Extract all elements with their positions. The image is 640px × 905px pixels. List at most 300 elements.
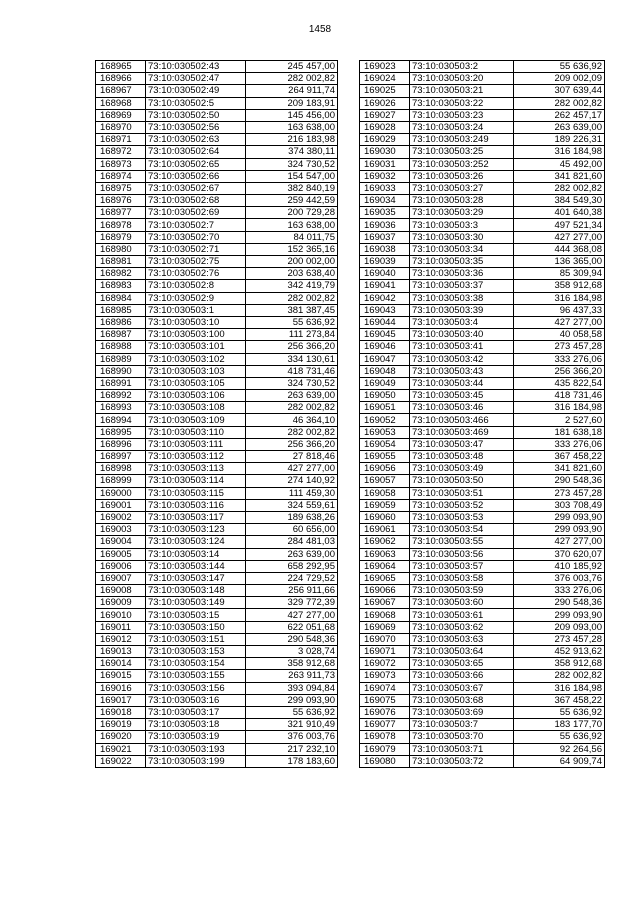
- cadastral-number-cell: 73:10:030503:26: [410, 170, 514, 182]
- record-number-cell: 169013: [96, 646, 146, 658]
- record-number-cell: 168966: [96, 73, 146, 85]
- table-row: [360, 719, 605, 731]
- cadastral-value-cell: 658 292,95: [246, 560, 338, 572]
- cadastral-value-cell: 262 457,17: [514, 109, 605, 121]
- table-row: [360, 402, 605, 414]
- record-number-cell: 169010: [96, 609, 146, 621]
- cadastral-value-cell: 358 912,68: [246, 658, 338, 670]
- table-row: [96, 195, 338, 207]
- cadastral-number-cell: 73:10:030503:36: [410, 268, 514, 280]
- cadastral-value-cell: 367 458,22: [514, 451, 605, 463]
- table-row: [360, 658, 605, 670]
- record-number-cell: 168989: [96, 353, 146, 365]
- cadastral-value-cell: 341 821,60: [514, 170, 605, 182]
- table-row: [96, 73, 338, 85]
- cadastral-number-cell: 73:10:030502:76: [146, 268, 246, 280]
- cadastral-value-cell: 324 730,52: [246, 377, 338, 389]
- record-number-cell: 169067: [360, 597, 410, 609]
- table-row: [360, 121, 605, 133]
- record-number-cell: 169079: [360, 743, 410, 755]
- record-number-cell: 169017: [96, 694, 146, 706]
- record-number-cell: 169055: [360, 451, 410, 463]
- table-row: [360, 597, 605, 609]
- record-number-cell: 169047: [360, 353, 410, 365]
- record-number-cell: 169064: [360, 560, 410, 572]
- table-row: [96, 207, 338, 219]
- cadastral-number-cell: 73:10:030503:67: [410, 682, 514, 694]
- cadastral-value-cell: 290 548,36: [514, 475, 605, 487]
- cadastral-value-cell: 290 548,36: [246, 633, 338, 645]
- cadastral-value-cell: 282 002,82: [246, 426, 338, 438]
- cadastral-value-cell: 316 184,98: [514, 402, 605, 414]
- record-number-cell: 168971: [96, 134, 146, 146]
- record-number-cell: 169028: [360, 121, 410, 133]
- record-number-cell: 169007: [96, 572, 146, 584]
- record-number-cell: 169040: [360, 268, 410, 280]
- record-number-cell: 169078: [360, 731, 410, 743]
- table-row: [96, 475, 338, 487]
- table-row: [96, 694, 338, 706]
- cadastral-value-cell: 55 636,92: [514, 61, 605, 73]
- record-number-cell: 169062: [360, 536, 410, 548]
- record-number-cell: 169058: [360, 487, 410, 499]
- record-number-cell: 168974: [96, 170, 146, 182]
- table-row: [96, 426, 338, 438]
- table-row: [360, 219, 605, 231]
- cadastral-number-cell: 73:10:030503:50: [410, 475, 514, 487]
- record-number-cell: 168984: [96, 292, 146, 304]
- table-row: [360, 109, 605, 121]
- cadastral-value-cell: 217 232,10: [246, 743, 338, 755]
- cadastral-number-cell: 73:10:030503:15: [146, 609, 246, 621]
- table-row: [96, 585, 338, 597]
- table-row: [360, 390, 605, 402]
- table-row: [96, 390, 338, 402]
- cadastral-number-cell: 73:10:030503:100: [146, 329, 246, 341]
- cadastral-number-cell: 73:10:030503:151: [146, 633, 246, 645]
- table-row: [96, 621, 338, 633]
- cadastral-value-cell: 382 840,19: [246, 182, 338, 194]
- cadastral-value-cell: 2 527,60: [514, 414, 605, 426]
- table-row: [360, 621, 605, 633]
- cadastral-number-cell: 73:10:030503:144: [146, 560, 246, 572]
- table-row: [360, 511, 605, 523]
- cadastral-number-cell: 73:10:030503:40: [410, 329, 514, 341]
- record-number-cell: 169015: [96, 670, 146, 682]
- table-row: [96, 463, 338, 475]
- table-row: [360, 463, 605, 475]
- table-row: [96, 61, 338, 73]
- cadastral-number-cell: 73:10:030503:101: [146, 341, 246, 353]
- cadastral-number-cell: 73:10:030502:65: [146, 158, 246, 170]
- table-row: [360, 633, 605, 645]
- cadastral-number-cell: 73:10:030503:115: [146, 487, 246, 499]
- table-row: [96, 731, 338, 743]
- cadastral-number-cell: 73:10:030503:70: [410, 731, 514, 743]
- table-row: [360, 304, 605, 316]
- cadastral-value-cell: 45 492,00: [514, 158, 605, 170]
- table-row: [96, 316, 338, 328]
- record-number-cell: 169003: [96, 524, 146, 536]
- cadastral-number-cell: 73:10:030503:52: [410, 499, 514, 511]
- cadastral-value-cell: 111 273,84: [246, 329, 338, 341]
- record-number-cell: 169029: [360, 134, 410, 146]
- cadastral-value-cell: 152 365,16: [246, 243, 338, 255]
- cadastral-number-cell: 73:10:030502:66: [146, 170, 246, 182]
- cadastral-value-cell: 183 177,70: [514, 719, 605, 731]
- table-row: [360, 646, 605, 658]
- record-number-cell: 169011: [96, 621, 146, 633]
- table-row: [360, 426, 605, 438]
- table-row: [96, 451, 338, 463]
- cadastral-number-cell: 73:10:030503:61: [410, 609, 514, 621]
- record-number-cell: 169071: [360, 646, 410, 658]
- table-row: [360, 536, 605, 548]
- record-number-cell: 169036: [360, 219, 410, 231]
- record-number-cell: 168968: [96, 97, 146, 109]
- cadastral-number-cell: 73:10:030503:17: [146, 706, 246, 718]
- table-row: [96, 560, 338, 572]
- table-row: [96, 438, 338, 450]
- cadastral-number-cell: 73:10:030502:50: [146, 109, 246, 121]
- record-number-cell: 169045: [360, 329, 410, 341]
- cadastral-number-cell: 73:10:030503:20: [410, 73, 514, 85]
- table-row: [360, 572, 605, 584]
- cadastral-value-cell: 273 457,28: [514, 341, 605, 353]
- cadastral-number-cell: 73:10:030503:2: [410, 61, 514, 73]
- table-row: [360, 97, 605, 109]
- cadastral-value-cell: 282 002,82: [514, 670, 605, 682]
- cadastral-value-cell: 209 093,00: [514, 621, 605, 633]
- table-row: [360, 268, 605, 280]
- record-number-cell: 169032: [360, 170, 410, 182]
- record-number-cell: 168980: [96, 243, 146, 255]
- cadastral-number-cell: 73:10:030502:69: [146, 207, 246, 219]
- cadastral-number-cell: 73:10:030503:54: [410, 524, 514, 536]
- record-number-cell: 169022: [96, 755, 146, 767]
- record-number-cell: 168998: [96, 463, 146, 475]
- cadastral-value-cell: 299 093,90: [514, 511, 605, 523]
- cadastral-number-cell: 73:10:030502:68: [146, 195, 246, 207]
- cadastral-number-cell: 73:10:030503:48: [410, 451, 514, 463]
- cadastral-value-cell: 189 638,26: [246, 511, 338, 523]
- cadastral-number-cell: 73:10:030503:66: [410, 670, 514, 682]
- cadastral-value-cell: 299 093,90: [514, 609, 605, 621]
- record-number-cell: 168987: [96, 329, 146, 341]
- cadastral-number-cell: 73:10:030503:41: [410, 341, 514, 353]
- table-row: [360, 524, 605, 536]
- cadastral-number-cell: 73:10:030503:25: [410, 146, 514, 158]
- cadastral-number-cell: 73:10:030503:51: [410, 487, 514, 499]
- record-number-cell: 169070: [360, 633, 410, 645]
- cadastral-value-cell: 273 457,28: [514, 633, 605, 645]
- table-row: [96, 109, 338, 121]
- table-row: [96, 633, 338, 645]
- cadastral-value-cell: 256 366,20: [514, 365, 605, 377]
- record-number-cell: 169014: [96, 658, 146, 670]
- cadastral-number-cell: 73:10:030503:111: [146, 438, 246, 450]
- table-row: [360, 85, 605, 97]
- record-number-cell: 169074: [360, 682, 410, 694]
- cadastral-number-cell: 73:10:030503:68: [410, 694, 514, 706]
- cadastral-value-cell: 342 419,79: [246, 280, 338, 292]
- cadastral-number-cell: 73:10:030503:14: [146, 548, 246, 560]
- cadastral-value-cell: 370 620,07: [514, 548, 605, 560]
- record-number-cell: 169041: [360, 280, 410, 292]
- table-row: [360, 292, 605, 304]
- record-number-cell: 168988: [96, 341, 146, 353]
- cadastral-number-cell: 73:10:030502:7: [146, 219, 246, 231]
- cadastral-number-cell: 73:10:030503:34: [410, 243, 514, 255]
- record-number-cell: 168979: [96, 231, 146, 243]
- cadastral-value-cell: 55 636,92: [246, 316, 338, 328]
- record-number-cell: 169051: [360, 402, 410, 414]
- table-row: [96, 182, 338, 194]
- table-row: [96, 755, 338, 767]
- cadastral-number-cell: 73:10:030502:47: [146, 73, 246, 85]
- cadastral-value-cell: 376 003,76: [514, 572, 605, 584]
- cadastral-value-cell: 282 002,82: [514, 182, 605, 194]
- cadastral-number-cell: 73:10:030503:29: [410, 207, 514, 219]
- record-number-cell: 169039: [360, 256, 410, 268]
- record-number-cell: 169009: [96, 597, 146, 609]
- table-row: [360, 499, 605, 511]
- table-row: [360, 585, 605, 597]
- cadastral-number-cell: 73:10:030503:37: [410, 280, 514, 292]
- cadastral-value-cell: 334 130,61: [246, 353, 338, 365]
- cadastral-number-cell: 73:10:030503:46: [410, 402, 514, 414]
- cadastral-number-cell: 73:10:030503:252: [410, 158, 514, 170]
- table-row: [360, 341, 605, 353]
- record-number-cell: 168999: [96, 475, 146, 487]
- cadastral-number-cell: 73:10:030503:64: [410, 646, 514, 658]
- cadastral-number-cell: 73:10:030503:4: [410, 316, 514, 328]
- record-number-cell: 169030: [360, 146, 410, 158]
- cadastral-value-cell: 209 002,09: [514, 73, 605, 85]
- table-row: [96, 646, 338, 658]
- cadastral-number-cell: 73:10:030503:23: [410, 109, 514, 121]
- cadastral-number-cell: 73:10:030503:71: [410, 743, 514, 755]
- cadastral-value-cell: 136 365,00: [514, 256, 605, 268]
- record-number-cell: 169056: [360, 463, 410, 475]
- record-number-cell: 169023: [360, 61, 410, 73]
- table-row: [96, 572, 338, 584]
- record-number-cell: 169052: [360, 414, 410, 426]
- cadastral-value-cell: 200 002,00: [246, 256, 338, 268]
- cadastral-number-cell: 73:10:030503:49: [410, 463, 514, 475]
- cadastral-number-cell: 73:10:030503:113: [146, 463, 246, 475]
- cadastral-number-cell: 73:10:030503:147: [146, 572, 246, 584]
- record-number-cell: 169043: [360, 304, 410, 316]
- cadastral-value-cell: 427 277,00: [514, 536, 605, 548]
- record-number-cell: 169059: [360, 499, 410, 511]
- record-number-cell: 168994: [96, 414, 146, 426]
- cadastral-value-cell: 333 276,06: [514, 353, 605, 365]
- cadastral-number-cell: 73:10:030502:43: [146, 61, 246, 73]
- cadastral-value-cell: 299 093,90: [514, 524, 605, 536]
- table-row: [96, 329, 338, 341]
- record-number-cell: 168982: [96, 268, 146, 280]
- record-number-cell: 169048: [360, 365, 410, 377]
- record-number-cell: 169001: [96, 499, 146, 511]
- table-row: [96, 280, 338, 292]
- table-row: [96, 719, 338, 731]
- record-number-cell: 169075: [360, 694, 410, 706]
- cadastral-value-cell: 85 309,94: [514, 268, 605, 280]
- table-row: [96, 121, 338, 133]
- cadastral-value-cell: 427 277,00: [514, 231, 605, 243]
- cadastral-value-cell: 178 183,60: [246, 755, 338, 767]
- cadastral-number-cell: 73:10:030503:24: [410, 121, 514, 133]
- cadastral-number-cell: 73:10:030503:72: [410, 755, 514, 767]
- cadastral-value-cell: 274 140,92: [246, 475, 338, 487]
- cadastral-number-cell: 73:10:030503:55: [410, 536, 514, 548]
- table-row: [360, 743, 605, 755]
- cadastral-number-cell: 73:10:030503:56: [410, 548, 514, 560]
- record-number-cell: 169024: [360, 73, 410, 85]
- cadastral-number-cell: 73:10:030503:44: [410, 377, 514, 389]
- table-row: [96, 341, 338, 353]
- cadastral-number-cell: 73:10:030503:124: [146, 536, 246, 548]
- cadastral-number-cell: 73:10:030503:249: [410, 134, 514, 146]
- cadastral-value-cell: 154 547,00: [246, 170, 338, 182]
- cadastral-number-cell: 73:10:030503:466: [410, 414, 514, 426]
- cadastral-number-cell: 73:10:030503:102: [146, 353, 246, 365]
- cadastral-value-cell: 27 818,46: [246, 451, 338, 463]
- cadastral-number-cell: 73:10:030502:70: [146, 231, 246, 243]
- table-left-body: [96, 61, 338, 768]
- cadastral-value-cell: 55 636,92: [246, 706, 338, 718]
- record-number-cell: 169080: [360, 755, 410, 767]
- cadastral-value-cell: 181 638,18: [514, 426, 605, 438]
- table-row: [360, 73, 605, 85]
- cadastral-value-cell: 46 364,10: [246, 414, 338, 426]
- record-number-cell: 169035: [360, 207, 410, 219]
- cadastral-value-cell: 427 277,00: [514, 316, 605, 328]
- cadastral-number-cell: 73:10:030502:8: [146, 280, 246, 292]
- table-row: [360, 329, 605, 341]
- cadastral-value-cell: 96 437,33: [514, 304, 605, 316]
- cadastral-number-cell: 73:10:030503:103: [146, 365, 246, 377]
- table-row: [360, 451, 605, 463]
- record-number-cell: 168975: [96, 182, 146, 194]
- cadastral-value-cell: 321 910,49: [246, 719, 338, 731]
- table-row: [360, 243, 605, 255]
- cadastral-value-cell: 410 185,92: [514, 560, 605, 572]
- cadastral-value-cell: 189 226,31: [514, 134, 605, 146]
- cadastral-number-cell: 73:10:030503:39: [410, 304, 514, 316]
- record-number-cell: 169042: [360, 292, 410, 304]
- cadastral-value-cell: 256 366,20: [246, 341, 338, 353]
- table-row: [96, 304, 338, 316]
- table-row: [96, 353, 338, 365]
- cadastral-value-cell: 64 909,74: [514, 755, 605, 767]
- cadastral-value-cell: 256 911,66: [246, 585, 338, 597]
- record-number-cell: 169063: [360, 548, 410, 560]
- table-right-body: [360, 61, 605, 768]
- record-number-cell: 169034: [360, 195, 410, 207]
- table-row: [96, 487, 338, 499]
- cadastral-value-cell: 324 730,52: [246, 158, 338, 170]
- record-number-cell: 168983: [96, 280, 146, 292]
- record-number-cell: 168985: [96, 304, 146, 316]
- cadastral-value-cell: 418 731,46: [514, 390, 605, 402]
- record-number-cell: 169027: [360, 109, 410, 121]
- table-row: [360, 134, 605, 146]
- record-number-cell: 169037: [360, 231, 410, 243]
- table-row: [360, 170, 605, 182]
- table-row: [360, 316, 605, 328]
- table-row: [96, 609, 338, 621]
- cadastral-value-cell: 324 559,61: [246, 499, 338, 511]
- cadastral-number-cell: 73:10:030503:59: [410, 585, 514, 597]
- record-number-cell: 168977: [96, 207, 146, 219]
- cadastral-number-cell: 73:10:030503:155: [146, 670, 246, 682]
- table-row: [96, 706, 338, 718]
- cadastral-number-cell: 73:10:030503:3: [410, 219, 514, 231]
- cadastral-number-cell: 73:10:030503:69: [410, 706, 514, 718]
- cadastral-number-cell: 73:10:030503:10: [146, 316, 246, 328]
- cadastral-number-cell: 73:10:030502:5: [146, 97, 246, 109]
- table-row: [360, 682, 605, 694]
- cadastral-value-cell: 55 636,92: [514, 706, 605, 718]
- cadastral-number-cell: 73:10:030503:148: [146, 585, 246, 597]
- cadastral-number-cell: 73:10:030502:56: [146, 121, 246, 133]
- table-row: [96, 85, 338, 97]
- record-number-cell: 169012: [96, 633, 146, 645]
- record-number-cell: 168965: [96, 61, 146, 73]
- cadastral-value-cell: 401 640,38: [514, 207, 605, 219]
- record-number-cell: 168993: [96, 402, 146, 414]
- table-row: [96, 743, 338, 755]
- cadastral-value-cell: 299 093,90: [246, 694, 338, 706]
- cadastral-number-cell: 73:10:030503:30: [410, 231, 514, 243]
- table-row: [96, 231, 338, 243]
- page-number: 1458: [308, 24, 332, 35]
- cadastral-number-cell: 73:10:030503:123: [146, 524, 246, 536]
- cadastral-value-cell: 333 276,06: [514, 438, 605, 450]
- cadastral-value-cell: 303 708,49: [514, 499, 605, 511]
- record-number-cell: 169005: [96, 548, 146, 560]
- table-row: [96, 511, 338, 523]
- table-row: [96, 268, 338, 280]
- cadastral-number-cell: 73:10:030503:21: [410, 85, 514, 97]
- table-row: [96, 658, 338, 670]
- cadastral-number-cell: 73:10:030503:110: [146, 426, 246, 438]
- cadastral-value-cell: 263 639,00: [246, 548, 338, 560]
- table-row: [96, 158, 338, 170]
- table-row: [360, 61, 605, 73]
- table-row: [360, 706, 605, 718]
- table-row: [96, 536, 338, 548]
- record-number-cell: 169000: [96, 487, 146, 499]
- cadastral-number-cell: 73:10:030503:58: [410, 572, 514, 584]
- table-row: [360, 560, 605, 572]
- cadastral-number-cell: 73:10:030503:117: [146, 511, 246, 523]
- cadastral-number-cell: 73:10:030503:199: [146, 755, 246, 767]
- record-number-cell: 169066: [360, 585, 410, 597]
- cadastral-value-cell: 256 366,20: [246, 438, 338, 450]
- record-number-cell: 169016: [96, 682, 146, 694]
- table-row: [96, 219, 338, 231]
- cadastral-number-cell: 73:10:030503:149: [146, 597, 246, 609]
- table-row: [360, 438, 605, 450]
- cadastral-value-cell: 263 911,73: [246, 670, 338, 682]
- cadastral-number-cell: 73:10:030503:42: [410, 353, 514, 365]
- record-number-cell: 169077: [360, 719, 410, 731]
- cadastral-number-cell: 73:10:030503:150: [146, 621, 246, 633]
- cadastral-value-cell: 264 911,74: [246, 85, 338, 97]
